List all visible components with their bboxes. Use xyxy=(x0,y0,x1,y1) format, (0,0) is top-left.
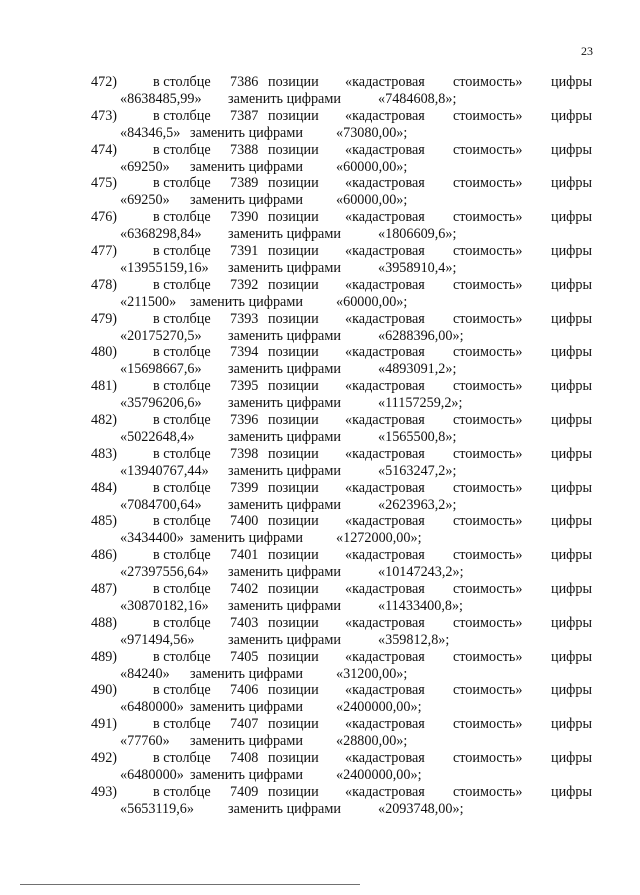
amendment-item xyxy=(0,480,640,514)
row-code: 7398 xyxy=(230,445,259,462)
new-value: «2623963,2»; xyxy=(378,496,457,513)
column-phrase: в столбце xyxy=(153,682,211,699)
old-value: «3434400» xyxy=(120,530,184,547)
item-number: 473) xyxy=(91,107,118,124)
old-value: «8638485,99» xyxy=(120,91,202,107)
column-phrase: в столбце xyxy=(153,378,211,395)
old-value: «77760» xyxy=(120,733,170,750)
new-value: «1272000,00»; xyxy=(336,530,422,547)
cadastral-word: «кадастровая xyxy=(345,513,425,530)
column-phrase: в столбце xyxy=(153,141,211,158)
digits-word: цифры xyxy=(551,276,593,293)
column-phrase: в столбце xyxy=(153,209,211,226)
column-phrase: в столбце xyxy=(153,175,211,192)
cadastral-word: «кадастровая xyxy=(345,716,425,733)
column-phrase: в столбце xyxy=(153,344,211,361)
item-number: 484) xyxy=(91,479,118,496)
new-value: «1806609,6»; xyxy=(378,226,457,243)
cost-word: стоимость» xyxy=(453,175,523,192)
amendment-item xyxy=(0,750,640,784)
replace-phrase: заменить цифрами xyxy=(190,766,303,783)
cadastral-word: «кадастровая xyxy=(345,614,425,631)
row-code: 7402 xyxy=(230,580,259,597)
digits-word: цифры xyxy=(551,209,593,226)
amendment-item xyxy=(0,344,640,378)
position-word: позиции xyxy=(268,141,319,158)
replace-phrase: заменить цифрами xyxy=(228,395,341,412)
cost-word: стоимость» xyxy=(453,310,523,327)
item-number: 476) xyxy=(91,209,118,226)
column-phrase: в столбце xyxy=(153,648,211,665)
position-word: позиции xyxy=(268,614,319,631)
column-phrase: в столбце xyxy=(153,445,211,462)
replace-phrase: заменить цифрами xyxy=(228,496,341,513)
row-code: 7406 xyxy=(230,682,259,699)
amendment-item xyxy=(0,311,640,345)
cost-word: стоимость» xyxy=(453,242,523,259)
item-number: 491) xyxy=(91,716,118,733)
old-value: «5653119,6» xyxy=(120,800,194,817)
new-value: «2093748,00»; xyxy=(378,800,464,817)
row-code: 7387 xyxy=(230,107,259,124)
cadastral-word: «кадастровая xyxy=(345,547,425,564)
position-word: позиции xyxy=(268,479,319,496)
cost-word: стоимость» xyxy=(453,716,523,733)
cadastral-word: «кадастровая xyxy=(345,378,425,395)
digits-word: цифры xyxy=(551,107,593,124)
digits-word: цифры xyxy=(551,411,593,428)
digits-word: цифры xyxy=(551,344,593,361)
column-phrase: в столбце xyxy=(153,74,211,90)
new-value: «11157259,2»; xyxy=(378,395,463,412)
digits-word: цифры xyxy=(551,580,593,597)
replace-phrase: заменить цифрами xyxy=(190,699,303,716)
digits-word: цифры xyxy=(551,175,593,192)
old-value: «6480000» xyxy=(120,699,184,716)
column-phrase: в столбце xyxy=(153,479,211,496)
page-number: 23 xyxy=(581,44,593,58)
row-code: 7409 xyxy=(230,783,259,800)
old-value: «5022648,4» xyxy=(120,428,195,445)
digits-word: цифры xyxy=(551,749,593,766)
replace-phrase: заменить цифрами xyxy=(228,226,341,243)
digits-word: цифры xyxy=(551,783,593,800)
old-value: «971494,56» xyxy=(120,631,195,648)
column-phrase: в столбце xyxy=(153,513,211,530)
cadastral-word: «кадастровая xyxy=(345,141,425,158)
position-word: позиции xyxy=(268,175,319,192)
column-phrase: в столбце xyxy=(153,580,211,597)
new-value: «31200,00»; xyxy=(336,665,408,682)
new-value: «7484608,8»; xyxy=(378,91,457,107)
cost-word: стоимость» xyxy=(453,648,523,665)
item-number: 474) xyxy=(91,141,118,158)
new-value: «60000,00»; xyxy=(336,293,408,310)
old-value: «211500» xyxy=(120,293,177,310)
item-number: 489) xyxy=(91,648,118,665)
digits-word: цифры xyxy=(551,310,593,327)
replace-phrase: заменить цифрами xyxy=(190,293,303,310)
item-number: 486) xyxy=(91,547,118,564)
item-number: 472) xyxy=(91,74,118,90)
cost-word: стоимость» xyxy=(453,276,523,293)
replace-phrase: заменить цифрами xyxy=(228,259,341,276)
cadastral-word: «кадастровая xyxy=(345,74,425,90)
row-code: 7405 xyxy=(230,648,259,665)
cadastral-word: «кадастровая xyxy=(345,580,425,597)
old-value: «6480000» xyxy=(120,766,184,783)
position-word: позиции xyxy=(268,242,319,259)
row-code: 7400 xyxy=(230,513,259,530)
row-code: 7395 xyxy=(230,378,259,395)
replace-phrase: заменить цифрами xyxy=(190,733,303,750)
item-number: 481) xyxy=(91,378,118,395)
cadastral-word: «кадастровая xyxy=(345,175,425,192)
item-number: 490) xyxy=(91,682,118,699)
replace-phrase: заменить цифрами xyxy=(228,800,341,817)
digits-word: цифры xyxy=(551,614,593,631)
cost-word: стоимость» xyxy=(453,411,523,428)
row-code: 7392 xyxy=(230,276,259,293)
position-word: позиции xyxy=(268,580,319,597)
item-number: 485) xyxy=(91,513,118,530)
item-number: 478) xyxy=(91,276,118,293)
digits-word: цифры xyxy=(551,682,593,699)
position-word: позиции xyxy=(268,107,319,124)
row-code: 7386 xyxy=(230,74,259,90)
cost-word: стоимость» xyxy=(453,107,523,124)
new-value: «11433400,8»; xyxy=(378,597,463,614)
cost-word: стоимость» xyxy=(453,547,523,564)
position-word: позиции xyxy=(268,749,319,766)
cost-word: стоимость» xyxy=(453,445,523,462)
position-word: позиции xyxy=(268,74,319,90)
replace-phrase: заменить цифрами xyxy=(228,564,341,581)
old-value: «69250» xyxy=(120,192,170,209)
position-word: позиции xyxy=(268,411,319,428)
cadastral-word: «кадастровая xyxy=(345,107,425,124)
position-word: позиции xyxy=(268,310,319,327)
row-code: 7401 xyxy=(230,547,259,564)
amendment-item xyxy=(0,649,640,683)
replace-phrase: заменить цифрами xyxy=(228,597,341,614)
old-value: «6368298,84» xyxy=(120,226,202,243)
old-value: «84346,5» xyxy=(120,124,181,141)
old-value: «13955159,16» xyxy=(120,259,209,276)
amendment-item xyxy=(0,175,640,209)
row-code: 7408 xyxy=(230,749,259,766)
old-value: «84240» xyxy=(120,665,170,682)
cost-word: стоимость» xyxy=(453,614,523,631)
row-code: 7391 xyxy=(230,242,259,259)
cadastral-word: «кадастровая xyxy=(345,242,425,259)
old-value: «35796206,6» xyxy=(120,395,202,412)
item-number: 483) xyxy=(91,445,118,462)
item-number: 477) xyxy=(91,242,118,259)
old-value: «27397556,64» xyxy=(120,564,209,581)
position-word: позиции xyxy=(268,783,319,800)
column-phrase: в столбце xyxy=(153,310,211,327)
digits-word: цифры xyxy=(551,716,593,733)
amendment-item xyxy=(0,378,640,412)
cost-word: стоимость» xyxy=(453,378,523,395)
new-value: «73080,00»; xyxy=(336,124,408,141)
column-phrase: в столбце xyxy=(153,716,211,733)
cost-word: стоимость» xyxy=(453,580,523,597)
amendment-item xyxy=(0,209,640,243)
position-word: позиции xyxy=(268,378,319,395)
cost-word: стоимость» xyxy=(453,74,523,90)
amendment-item xyxy=(0,682,640,716)
item-number: 482) xyxy=(91,411,118,428)
digits-word: цифры xyxy=(551,445,593,462)
new-value: «5163247,2»; xyxy=(378,462,457,479)
replace-phrase: заменить цифрами xyxy=(228,361,341,378)
column-phrase: в столбце xyxy=(153,614,211,631)
position-word: позиции xyxy=(268,547,319,564)
digits-word: цифры xyxy=(551,242,593,259)
column-phrase: в столбце xyxy=(153,547,211,564)
column-phrase: в столбце xyxy=(153,242,211,259)
row-code: 7399 xyxy=(230,479,259,496)
row-code: 7393 xyxy=(230,310,259,327)
new-value: «10147243,2»; xyxy=(378,564,464,581)
new-value: «6288396,00»; xyxy=(378,327,464,344)
digits-word: цифры xyxy=(551,141,593,158)
position-word: позиции xyxy=(268,344,319,361)
item-number: 479) xyxy=(91,310,118,327)
digits-word: цифры xyxy=(551,74,593,90)
cadastral-word: «кадастровая xyxy=(345,310,425,327)
new-value: «359812,8»; xyxy=(378,631,450,648)
cost-word: стоимость» xyxy=(453,783,523,800)
new-value: «28800,00»; xyxy=(336,733,408,750)
new-value: «1565500,8»; xyxy=(378,428,457,445)
digits-word: цифры xyxy=(551,648,593,665)
row-code: 7390 xyxy=(230,209,259,226)
cost-word: стоимость» xyxy=(453,749,523,766)
new-value: «4893091,2»; xyxy=(378,361,457,378)
amendment-item xyxy=(0,784,640,818)
position-word: позиции xyxy=(268,716,319,733)
item-number: 488) xyxy=(91,614,118,631)
amendment-item xyxy=(0,243,640,277)
new-value: «2400000,00»; xyxy=(336,766,422,783)
item-number: 475) xyxy=(91,175,118,192)
cost-word: стоимость» xyxy=(453,209,523,226)
cadastral-word: «кадастровая xyxy=(345,648,425,665)
row-code: 7388 xyxy=(230,141,259,158)
new-value: «60000,00»; xyxy=(336,192,408,209)
column-phrase: в столбце xyxy=(153,411,211,428)
digits-word: цифры xyxy=(551,378,593,395)
new-value: «3958910,4»; xyxy=(378,259,457,276)
replace-phrase: заменить цифрами xyxy=(228,631,341,648)
replace-phrase: заменить цифрами xyxy=(190,124,303,141)
old-value: «30870182,16» xyxy=(120,597,209,614)
replace-phrase: заменить цифрами xyxy=(228,428,341,445)
cadastral-word: «кадастровая xyxy=(345,479,425,496)
old-value: «69250» xyxy=(120,158,170,175)
cadastral-word: «кадастровая xyxy=(345,682,425,699)
digits-word: цифры xyxy=(551,513,593,530)
amendment-item xyxy=(0,108,640,142)
cadastral-word: «кадастровая xyxy=(345,445,425,462)
replace-phrase: заменить цифрами xyxy=(190,665,303,682)
amendment-item xyxy=(0,581,640,615)
cost-word: стоимость» xyxy=(453,513,523,530)
row-code: 7396 xyxy=(230,411,259,428)
cadastral-word: «кадастровая xyxy=(345,749,425,766)
amendment-item xyxy=(0,615,640,649)
replace-phrase: заменить цифрами xyxy=(190,192,303,209)
cadastral-word: «кадастровая xyxy=(345,411,425,428)
cadastral-word: «кадастровая xyxy=(345,783,425,800)
digits-word: цифры xyxy=(551,479,593,496)
old-value: «7084700,64» xyxy=(120,496,202,513)
amendment-item xyxy=(0,142,640,176)
amendment-item xyxy=(0,412,640,446)
row-code: 7394 xyxy=(230,344,259,361)
column-phrase: в столбце xyxy=(153,783,211,800)
amendment-item xyxy=(0,74,640,108)
cadastral-word: «кадастровая xyxy=(345,276,425,293)
row-code: 7403 xyxy=(230,614,259,631)
amendment-item xyxy=(0,277,640,311)
amendment-list xyxy=(0,74,640,818)
cost-word: стоимость» xyxy=(453,682,523,699)
replace-phrase: заменить цифрами xyxy=(190,158,303,175)
column-phrase: в столбце xyxy=(153,107,211,124)
amendment-item xyxy=(0,446,640,480)
position-word: позиции xyxy=(268,209,319,226)
digits-word: цифры xyxy=(551,547,593,564)
column-phrase: в столбце xyxy=(153,276,211,293)
item-number: 480) xyxy=(91,344,118,361)
item-number: 493) xyxy=(91,783,118,800)
position-word: позиции xyxy=(268,276,319,293)
old-value: «15698667,6» xyxy=(120,361,202,378)
row-code: 7389 xyxy=(230,175,259,192)
cost-word: стоимость» xyxy=(453,479,523,496)
replace-phrase: заменить цифрами xyxy=(228,462,341,479)
old-value: «13940767,44» xyxy=(120,462,209,479)
cost-word: стоимость» xyxy=(453,344,523,361)
amendment-item xyxy=(0,547,640,581)
item-number: 492) xyxy=(91,749,118,766)
cost-word: стоимость» xyxy=(453,141,523,158)
row-code: 7407 xyxy=(230,716,259,733)
replace-phrase: заменить цифрами xyxy=(228,91,341,107)
cadastral-word: «кадастровая xyxy=(345,209,425,226)
position-word: позиции xyxy=(268,648,319,665)
item-number: 487) xyxy=(91,580,118,597)
replace-phrase: заменить цифрами xyxy=(228,327,341,344)
cadastral-word: «кадастровая xyxy=(345,344,425,361)
footer-rule xyxy=(20,884,360,885)
old-value: «20175270,5» xyxy=(120,327,202,344)
column-phrase: в столбце xyxy=(153,749,211,766)
position-word: позиции xyxy=(268,445,319,462)
position-word: позиции xyxy=(268,513,319,530)
amendment-item xyxy=(0,513,640,547)
new-value: «2400000,00»; xyxy=(336,699,422,716)
replace-phrase: заменить цифрами xyxy=(190,530,303,547)
new-value: «60000,00»; xyxy=(336,158,408,175)
position-word: позиции xyxy=(268,682,319,699)
amendment-item xyxy=(0,716,640,750)
